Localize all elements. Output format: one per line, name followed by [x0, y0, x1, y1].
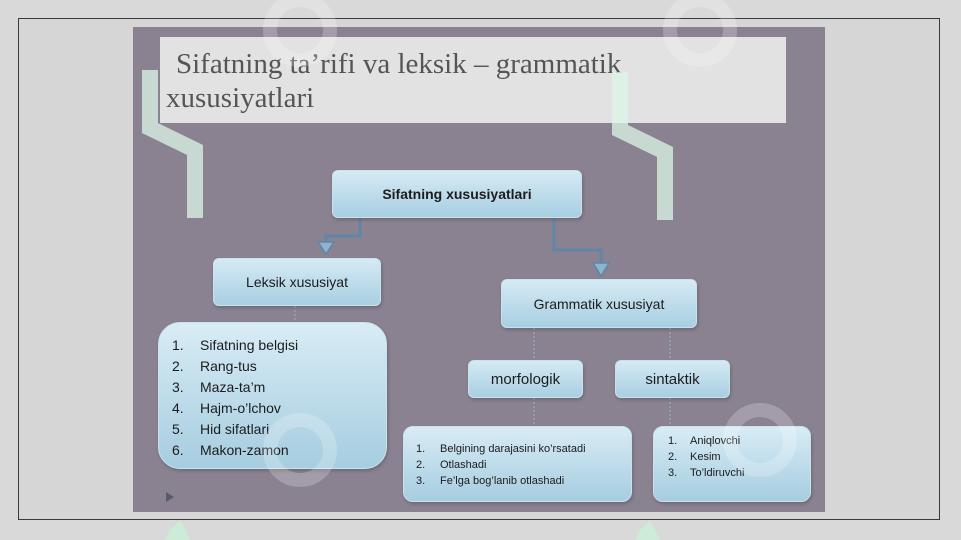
arrow-root-to-grammatik [554, 218, 601, 266]
morfologik-node [468, 360, 583, 398]
morfologik-list [416, 441, 631, 489]
list-item: 2. Rang-tus [172, 358, 257, 374]
root-node [332, 170, 582, 218]
morfologik-node-label: morfologik [490, 370, 561, 388]
list-item: 5. Hid sifatlari [172, 421, 270, 437]
play-icon[interactable] [166, 492, 174, 502]
root-node-label: Sifatning xususiyatlari [382, 186, 532, 202]
list-item: 3. Fe’lga bog’lanib otlashadi [416, 475, 565, 487]
list-item: 6. Makon-zamon [172, 442, 289, 458]
list-item: 1. Aniqlovchi [668, 435, 741, 447]
list-item: 3. To’ldiruvchi [668, 467, 745, 479]
list-item: 4. Hajm-o’lchov [172, 400, 281, 416]
leksik-list-box [158, 322, 387, 469]
list-item: 2. Kesim [668, 451, 721, 463]
morfologik-list-box [403, 426, 632, 502]
sintaktik-node-label: sintaktik [645, 370, 700, 388]
grammatik-node-label: Grammatik xususiyat [533, 295, 665, 312]
leksik-list [172, 335, 386, 461]
title-line-2: xususiyatlari [166, 82, 315, 114]
list-item: 2. Otlashadi [416, 459, 487, 471]
arrowhead-grammatik-icon [593, 263, 609, 276]
sintaktik-list [668, 433, 810, 481]
list-item: 1. Belgining darajasini ko’rsatadi [416, 443, 586, 455]
sintaktik-list-box [653, 426, 811, 502]
leksik-node-label: Leksik xususiyat [246, 274, 348, 290]
leksik-node [213, 258, 381, 306]
sintaktik-node [615, 360, 730, 398]
title-line-1: Sifatning ta’rifi va leksik – grammatik [176, 48, 622, 80]
arrowhead-leksik-icon [318, 242, 334, 254]
list-item: 3. Maza-ta’m [172, 379, 266, 395]
grammatik-node [501, 279, 697, 328]
list-item: 1. Sifatning belgisi [172, 337, 299, 353]
